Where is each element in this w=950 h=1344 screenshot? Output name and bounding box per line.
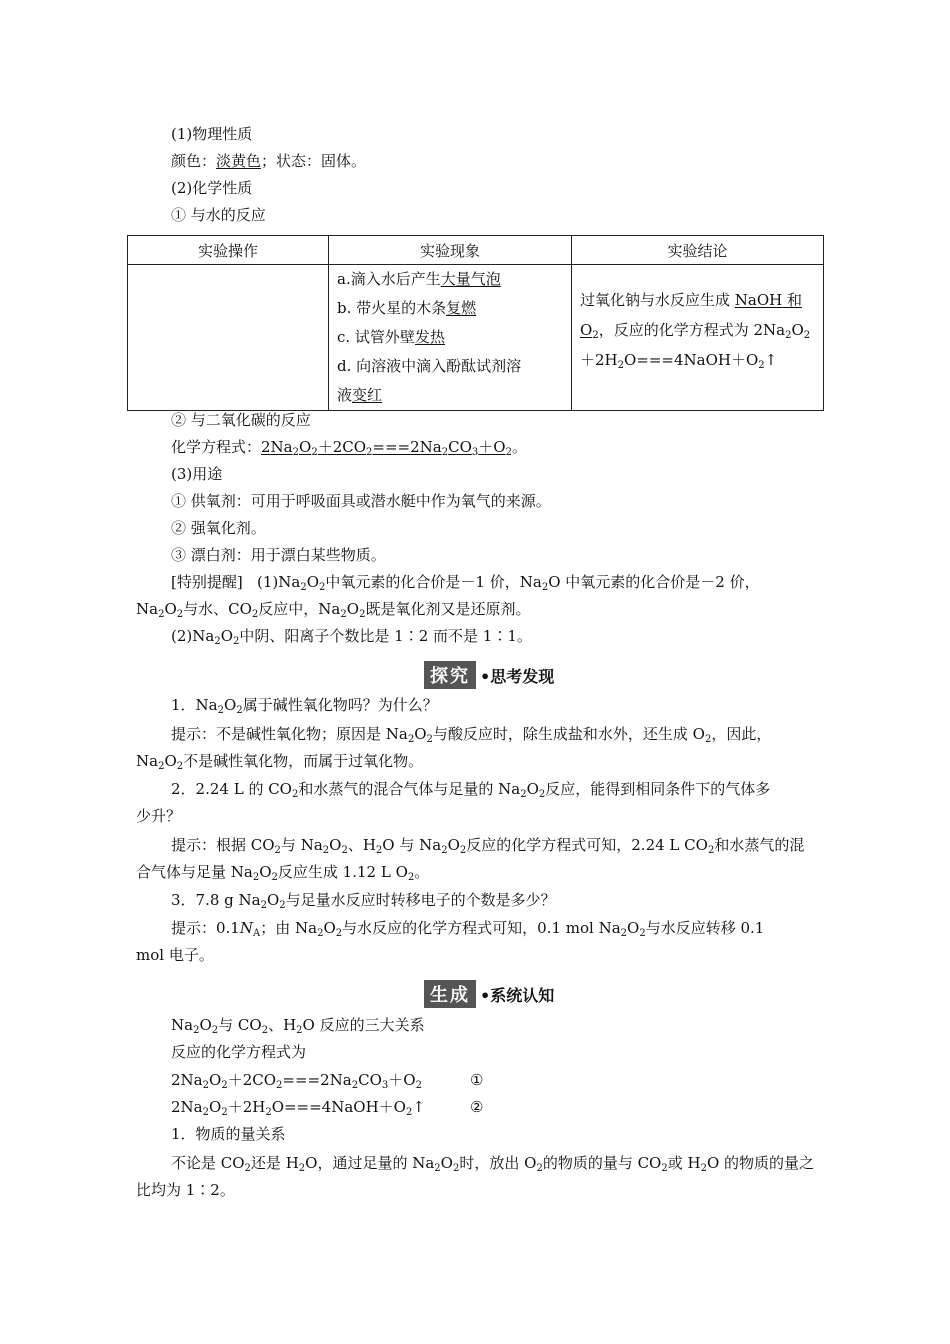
banner-explore-text: •思考发现 [480,666,555,686]
special-note-line1: [特别提醒] $(1)Na_2O_2$中氧元素的化合价是－1 价，$Na_2O$ 中氧元素的化合价是－2 价， [171,573,760,593]
use-2: ② 强氧化剂。 [171,519,266,537]
phenomenon-d-cont: 液变红 [337,386,383,404]
answer-3-line2: mol 电子。 [136,946,214,964]
sys-equation-2: $2Na_2O_2+2H_2O===4NaOH+O_2↑$ [171,1098,425,1118]
operation-cell [128,265,329,411]
use-3: ③ 漂白剂：用于漂白某些物质。 [171,546,386,564]
question-1: 1．$Na_2O_2$属于碱性氧化物吗？为什么？ [171,696,438,716]
question-3: 3．7.8 g $Na_2O_2$与足量水反应时转移电子的个数是多少？ [171,891,556,911]
special-note-line2: $Na_2O_2$与水、$CO_2$反应中，$Na_2O_2$既是氧化剂又是还原剂。 [136,600,531,620]
banner-explore [424,661,554,689]
banner-generate-box: 生成 [424,980,476,1008]
sys-equation-1-mark: ① [470,1071,484,1089]
phenomenon-cell [329,265,572,411]
banner-generate [424,980,554,1008]
conclusion-cell: 过氧化钠与水反应生成 NaOH 和 $O_2$，反应的化学方程式为 $2Na_2O_2$ $+2H_2O===4NaOH+O_2↑$ [572,265,824,411]
heading-physical: (1)物理性质 [171,125,253,143]
answer-1-line2: $Na_2O_2$不是碱性氧化物，而属于过氧化物。 [136,752,424,772]
col-header-operation: 实验操作 [128,236,329,265]
answer-1-line1: 提示：不是碱性氧化物；原因是 $Na_2O_2$与酸反应时，除生成盐和水外，还生成 $O_2$，因此， [171,725,772,745]
answer-2-line1: 提示：根据 $CO_2$与 $Na_2O_2$、$H_2O$ 与 $Na_2O_2$反应的化学方程式可知，2.24 L $CO_2$和水蒸气的混 [171,836,805,856]
sys-equations-intro: 反应的化学方程式为 [171,1043,307,1061]
sys-para-line1: 不论是 $CO_2$还是 $H_2O$，通过足量的 $Na_2O_2$时，放出 $O_2$的物质的量与 $CO_2$或 $H_2O$ 的物质的量之 [171,1154,815,1174]
col-header-phenomenon: 实验现象 [329,236,572,265]
sys-equation-2-mark: ② [470,1098,484,1116]
experiment-table [127,235,824,411]
question-2-line1: 2．2.24 L 的 $CO_2$和水蒸气的混合气体与足量的 $Na_2O_2$反应，能得到相同条件下的气体多 [171,780,771,800]
heading-water-reaction: ① 与水的反应 [171,206,266,224]
use-1: ① 供氧剂：可用于呼吸面具或潜水艇中作为氧气的来源。 [171,492,551,510]
heading-co2-reaction: ② 与二氧化碳的反应 [171,411,311,429]
special-note-line3: $(2)Na_2O_2$中阴、阳离子个数比是 1∶2 而不是 1∶1。 [171,627,532,647]
phenomenon-c: c. 试管外壁发热 [337,328,445,346]
sys-subheading-1: 1．物质的量关系 [171,1125,286,1143]
col-header-conclusion: 实验结论 [572,236,824,265]
heading-uses: (3)用途 [171,465,223,483]
answer-2-line2: 合气体与足量 $Na_2O_2$反应生成 1.12 L $O_2$。 [136,863,430,883]
heading-chemical: (2)化学性质 [171,179,253,197]
banner-explore-box: 探究 [424,661,476,689]
question-2-line2: 少升？ [136,807,182,825]
phenomenon-d: d. 向溶液中滴入酚酞试剂溶 [337,357,522,375]
co2-equation-line: 化学方程式：$2Na_2O_2+2CO_2===2Na_2CO_3+O_2$。 [171,438,527,458]
phenomenon-a: a.滴入水后产生大量气泡 [337,270,501,288]
sys-para-line2: 比均为 1∶2。 [136,1181,235,1199]
sys-equation-1: $2Na_2O_2+2CO_2===2Na_2CO_3+O_2$ [171,1071,422,1091]
answer-3-line1: 提示：$0.1N_A$；由 $Na_2O_2$与水反应的化学方程式可知，0.1 mol $Na_2O_2$与水反应转移 0.1 [171,919,765,939]
sys-title: $Na_2O_2$与 $CO_2$、$H_2O$ 反应的三大关系 [171,1016,425,1036]
phenomenon-b: b. 带火星的木条复燃 [337,299,477,317]
banner-generate-text: •系统认知 [480,985,555,1005]
color-line: 颜色：淡黄色；状态：固体。 [171,152,367,170]
